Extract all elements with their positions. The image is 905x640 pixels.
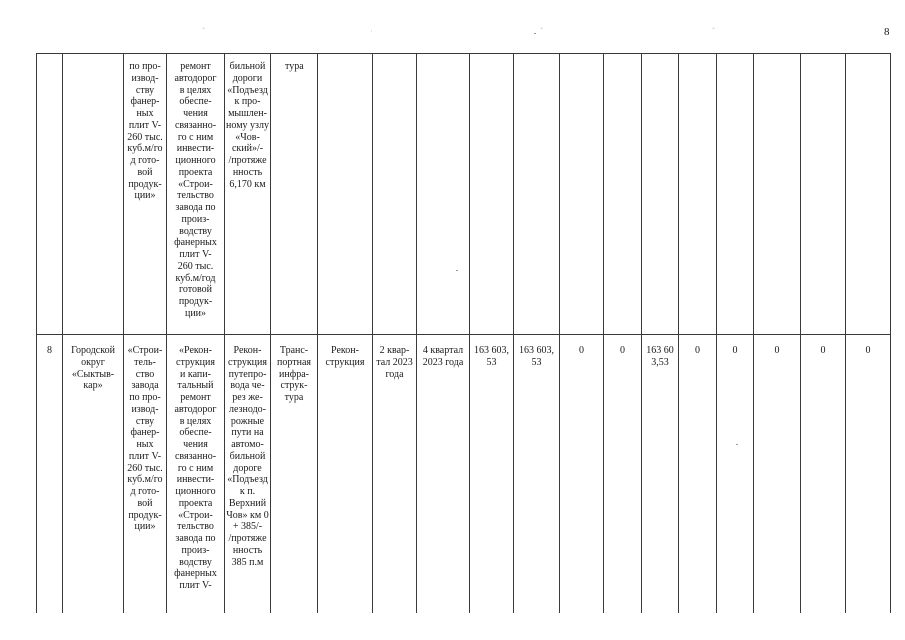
value-cell-12: 0 [620,345,625,356]
column-border [416,53,417,613]
column-border [716,53,717,613]
work-type-cell: Рекон- струкция [325,345,365,368]
column-border [317,53,318,613]
row-number-cell: 8 [47,345,52,356]
total-cost-cell: 163 603, 53 [474,345,509,368]
description-continuation-cell: бильной дороги «Подъезд к про- мышлен- ному узлу «Чов- ский»/- /протяже нность 6,170 км [226,61,269,190]
column-border [513,53,514,613]
total-cost-cell-2: 163 603, 53 [519,345,554,368]
column-border [753,53,754,613]
end-period-cell: 4 квартал 2023 года [422,345,464,368]
object-description-cell: Рекон- струкция путепро- вода че- рез же- лезнодо- рожные пути на автомо- бильной дороге «Подъезд к п. Верхний Чов» км 0 + 385/- /протяже нность 385 п.м [226,345,269,568]
work-continuation-cell: ремонт автодорог в целях обеспе- чения связанно- го с ним инвести- ционного проекта «Строи- тельство завода по произ- водству фанерных плит V- 260 тыс. куб.м/год готовой продук- ции» [174,61,217,319]
value-cell-13: 163 60 3,53 [646,345,674,368]
object-continuation-cell: по про- извод- ству фанер- ных плит V- 260 тыс. куб.м/го д гото- вой продук- ции» [127,61,163,202]
category-continuation-cell: тура [285,61,304,72]
infrastructure-type-cell: Транс- портная инфра- струк- тура [277,345,311,403]
column-border [270,53,271,613]
value-cell-18: 0 [865,345,871,356]
value-cell-16: 0 [774,345,780,356]
start-period-cell: 2 квар- тал 2023 года [376,345,413,380]
column-border [372,53,373,613]
column-border [603,53,604,613]
value-cell-11: 0 [579,345,584,356]
table-top-border [36,53,891,54]
scan-speck: ˇ [202,26,205,36]
column-border [469,53,470,613]
column-border [678,53,679,613]
page-number: 8 [884,26,890,38]
investment-project-cell: «Строи- тель- ство завода по про- извод- ству фанер- ных плит V- 260 тыс. куб.м/го д гото- вой продук- ции» [127,345,163,533]
value-cell-17: 0 [820,345,826,356]
scan-speck: ˇ [540,26,543,36]
column-border [36,53,37,613]
scan-speck [534,33,536,34]
value-cell-14: 0 [695,345,700,356]
scan-speck: · [370,26,373,36]
column-border [641,53,642,613]
table-right-border [890,53,891,613]
column-border [845,53,846,613]
work-name-cell: «Рекон- струкция и капи- тальный ремонт автодорог в целях обеспе- чения связанно- го с ним инвести- ционного проекта «Строи- тельство завода по произ- водству фанерных плит V- [174,345,217,591]
scan-speck [736,444,738,445]
column-border [559,53,560,613]
scan-speck: ˇ [712,26,715,36]
column-border [62,53,63,613]
municipality-cell: Городской округ «Сыктыв- кар» [71,345,115,392]
row-divider [36,334,891,335]
value-cell-15: 0 [732,345,738,356]
column-border [800,53,801,613]
scan-speck [456,270,458,271]
